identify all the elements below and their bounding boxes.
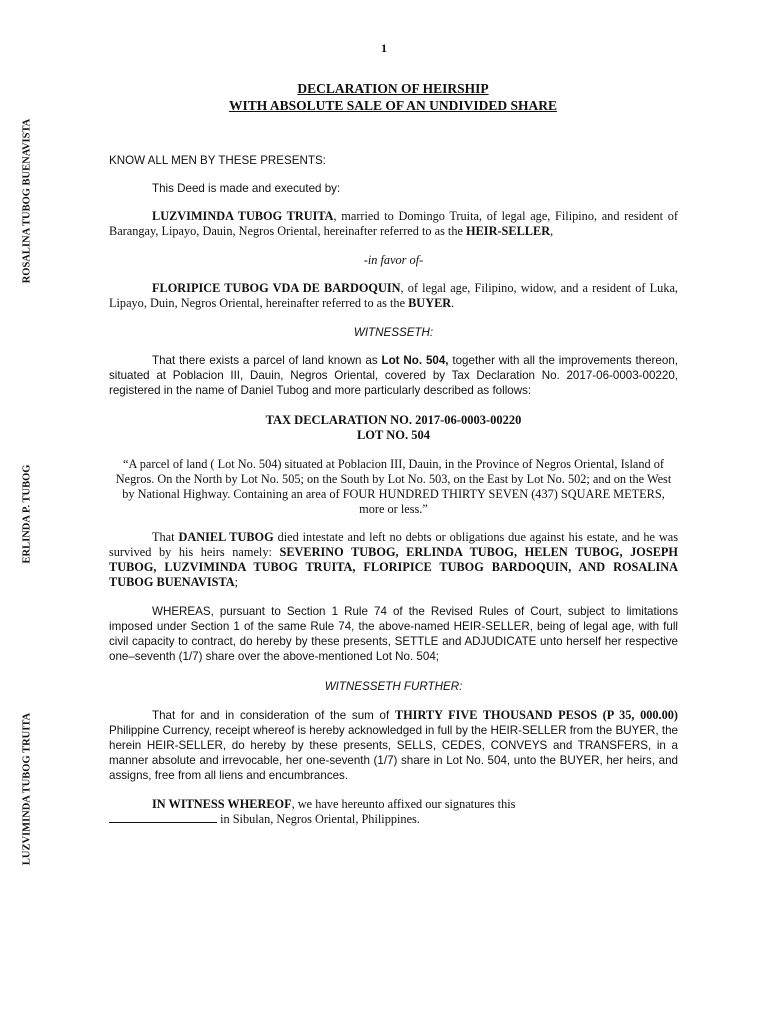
witness-whereof-text: , we have hereunto affixed our signatures this — [291, 797, 516, 811]
date-blank-line — [109, 812, 217, 823]
witnesseth-further-heading: WITNESSETH FURTHER: — [324, 680, 463, 693]
tax-heading-line-2: LOT NO. 504 — [356, 428, 431, 442]
land-text-2: together with all the improvements thereon, situated at Poblacion III, Dauin, Negros Oriental, covered by Tax Declaration No. 2017-06-0003-00220, registered in the name of Daniel Tubog and more particularly described as follows: — [109, 354, 678, 397]
heirs-names: SEVERINO TUBOG, ERLINDA TUBOG, HELEN TUBOG, JOSEPH TUBOG, LUZVIMINDA TUBOG TRUITA, FLORIPICE TUBOG BARDOQUIN, AND ROSALINA TUBOG BUENAVISTA — [109, 545, 678, 589]
seller-name: LUZVIMINDA TUBOG TRUITA — [152, 209, 334, 223]
land-lot: Lot No. 504, — [381, 354, 449, 367]
sale-text-2: Philippine Currency, receipt whereof is hereby acknowledged in full by the HEIR-SELLER from the BUYER, the herein HEIR-SELLER, do hereby by these presents, SELLS, CEDES, CONVEYS and TRANSFERS, in a manner absolute and irrevocable, her one-seventh (1/7) share in Lot No. 504, unto the BUYER, her heirs, and assigns, free from all liens and encumbrances. — [109, 724, 678, 782]
heirs-paragraph — [109, 530, 678, 590]
witnesseth-heading: WITNESSETH: — [353, 326, 434, 339]
witness-whereof-place: in Sibulan, Negros Oriental, Philippines. — [217, 812, 420, 826]
buyer-text: , of legal age, Filipino, widow, and a resident of Luka, Lipayo, Duin, Negros Oriental, hereinafter referred to as the — [109, 281, 679, 310]
decedent-name: DANIEL TUBOG — [178, 530, 274, 544]
page-number: 1 — [381, 41, 387, 55]
tax-declaration-heading — [109, 413, 678, 443]
buyer-role: BUYER — [408, 296, 452, 310]
sale-paragraph — [109, 708, 678, 783]
buyer-paragraph — [109, 281, 678, 311]
title-line-1: DECLARATION OF HEIRSHIP — [297, 81, 489, 96]
buyer-name: FLORIPICE TUBOG VDA DE BARDOQUIN — [152, 281, 401, 295]
seller-paragraph — [109, 209, 678, 239]
document-body — [109, 153, 678, 827]
buyer-end: . — [451, 296, 455, 310]
whereas-paragraph: WHEREAS, pursuant to Section 1 Rule 74 of the Revised Rules of Court, subject to limitations imposed under Section 1 of the same Rule 74, the above-named HEIR-SELLER, being of legal age, with full civil capacity to contract, do hereby by these presents, SETTLE and ADJUDICATE unto herself her respective one–seventh (1/7) share over the above-mentioned Lot No. 504; — [109, 605, 678, 663]
title-line-2: WITH ABSOLUTE SALE OF AN UNDIVIDED SHARE — [228, 98, 558, 113]
know-all-men: KNOW ALL MEN BY THESE PRESENTS: — [109, 154, 326, 167]
land-description: “A parcel of land ( Lot No. 504) situated at Poblacion III, Dauin, in the Province of Negros Oriental, Island of Negros. On the North by Lot No. 505; on the South by Lot No. 503, on the East by Lot No. 502; and on the West by National Highway. Containing an area of FOUR HUNDRED THIRTY SEVEN (437) SQUARE METERS, more or less.” — [115, 457, 672, 516]
deed-made-line: This Deed is made and executed by: — [152, 182, 341, 195]
heirs-text-1: That — [152, 530, 179, 544]
tax-heading-line-1: TAX DECLARATION NO. 2017-06-0003-00220 — [265, 413, 522, 427]
land-paragraph — [109, 353, 678, 398]
heirs-text-2: died intestate and left no debts or obligations due against his estate, and he was survived by his heirs namely: — [109, 530, 679, 559]
heirs-end: ; — [234, 575, 239, 589]
sale-text-1: That for and in consideration of the sum of — [152, 709, 395, 722]
land-text-1: That there exists a parcel of land known as — [152, 354, 382, 367]
margin-label-rosalina: ROSALINA TUBOG BUENAVISTA — [21, 118, 33, 284]
margin-label-erlinda: ERLINDA P. TUBOG — [21, 464, 33, 564]
margin-label-luzviminda: LUZVIMINDA TUBOG TRUITA — [21, 712, 33, 866]
seller-end: , — [550, 224, 554, 238]
in-favor-of: -in favor of- — [363, 253, 424, 267]
sale-amount: THIRTY FIVE THOUSAND PESOS (P 35, 000.00) — [394, 708, 678, 722]
witness-whereof-paragraph — [109, 797, 678, 827]
seller-role: HEIR-SELLER — [466, 224, 551, 238]
witness-whereof-lead: IN WITNESS WHEREOF — [152, 797, 292, 811]
document-title — [0, 80, 768, 114]
seller-text: , married to Domingo Truita, of legal age, Filipino, and resident of Barangay, Lipayo, Dauin, Negros Oriental, hereinafter referred to as the — [109, 209, 678, 238]
